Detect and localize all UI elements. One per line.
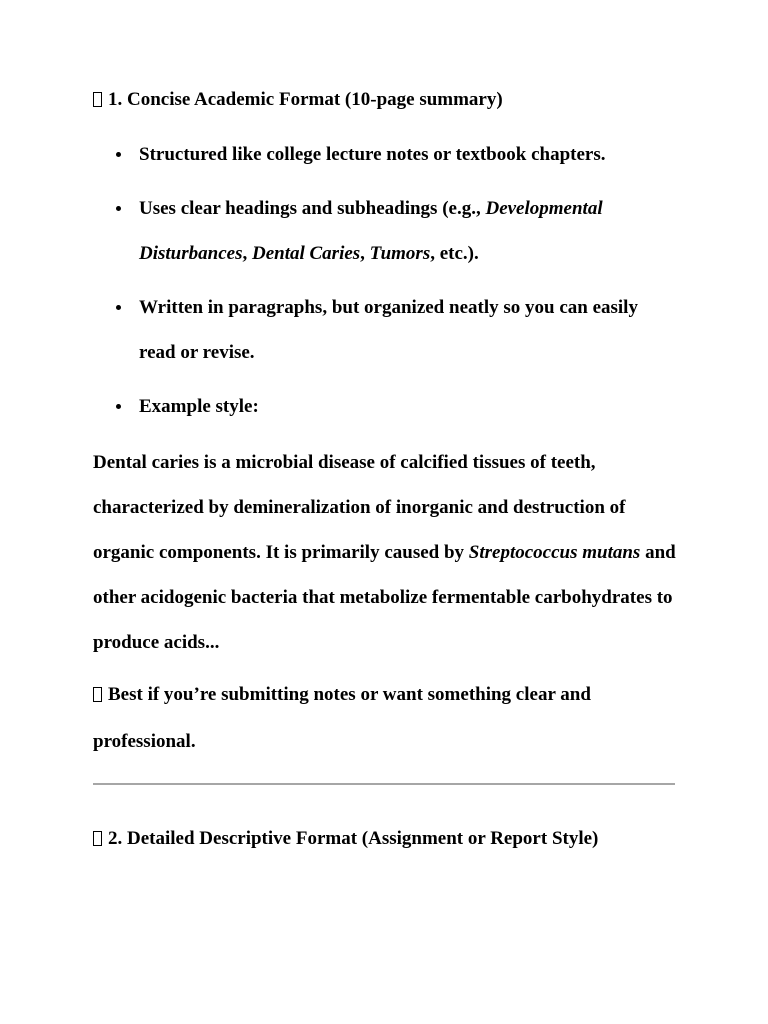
bullet-icon [116, 305, 121, 310]
bullet-icon [116, 152, 121, 157]
section-2-heading-text: 2. Detailed Descriptive Format (Assignment or Report Style) [108, 828, 599, 849]
missing-glyph-icon [93, 831, 102, 846]
example-paragraph: Dental caries is a microbial disease of calcified tissues of teeth, characterized by demineralization of inorganic and destruction of organic components. It is primarily caused by Streptococcus mutans and other acidogenic bacteria that metabolize fermentable carbohydrates to produce acids... [93, 452, 676, 653]
missing-glyph-icon [93, 92, 102, 107]
recommendation-note: Best if you’re submitting notes or want something clear and professional. [93, 684, 591, 752]
section-divider [93, 783, 675, 785]
section-2-heading [93, 828, 598, 850]
bullet-icon [116, 404, 121, 409]
missing-glyph-icon [93, 687, 102, 702]
list-item-text: Written in paragraphs, but organized neatly so you can easily read or revise. [139, 297, 638, 363]
section-1-heading-text: 1. Concise Academic Format (10-page summary) [108, 89, 503, 110]
section-1-heading [93, 89, 503, 111]
list-item-text: Structured like college lecture notes or textbook chapters. [139, 144, 606, 165]
list-item-text: Example style: [139, 396, 259, 417]
bullet-icon [116, 206, 121, 211]
list-item-text: Uses clear headings and subheadings (e.g., Developmental Disturbances, Dental Caries, Tumors, etc.). [139, 198, 603, 264]
